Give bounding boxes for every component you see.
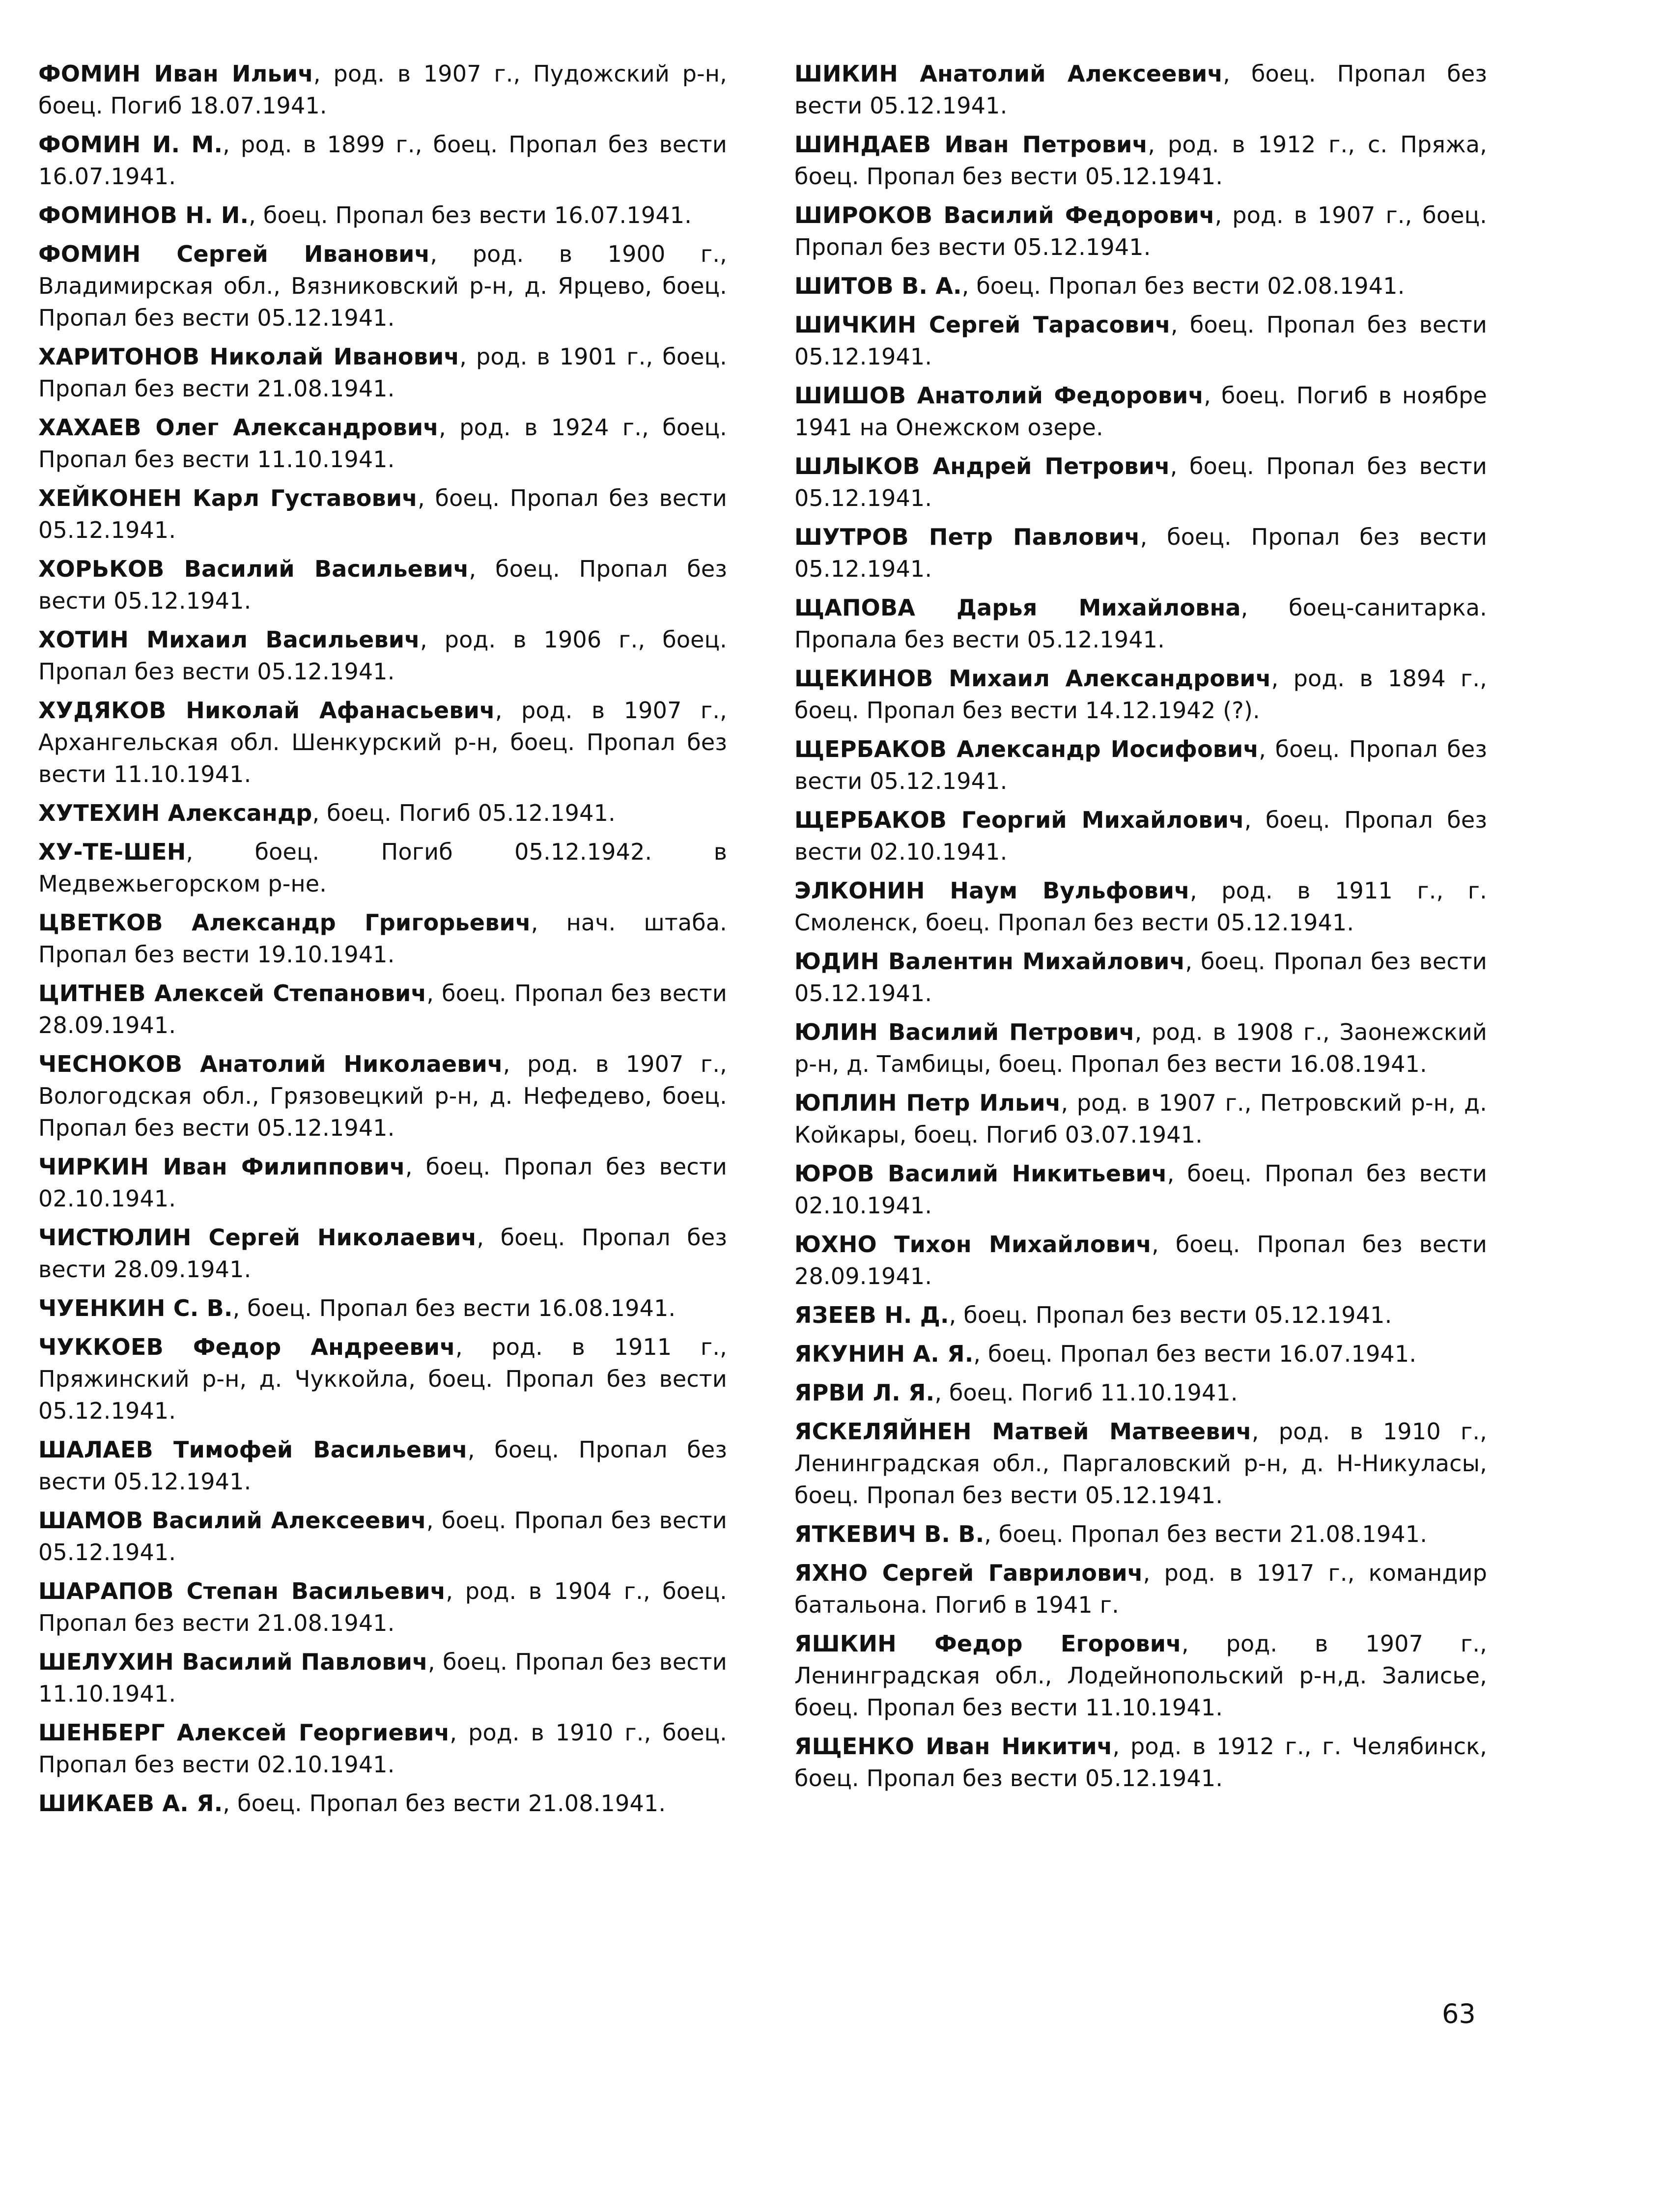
entry-name: ЯХНО Сергей Гаврилович (794, 1560, 1143, 1586)
entry-name: ШИКАЕВ А. Я. (38, 1790, 223, 1817)
entry-name: ЩАПОВА Дарья Михайловна (794, 594, 1241, 621)
entry-details: , боец. Пропал без вести 02.10.1941. (38, 1153, 727, 1212)
entry-details: , боец. Пропал без вести 28.09.1941. (794, 1231, 1487, 1289)
entry-details: , боец. Пропал без вести 05.12.1941. (38, 485, 727, 543)
list-item (38, 238, 727, 334)
entry-details: , род. в 1911 г., г. Смоленск, боец. Пропал без вести 05.12.1941. (794, 877, 1487, 936)
entry-name: ЯКУНИН А. Я. (794, 1341, 974, 1367)
entry-details: , род. в 1894 г., боец. Пропал без вести 14.12.1942 (?). (794, 665, 1487, 724)
entry-details: , род. в 1912 г., с. Пряжа, боец. Пропал без вести 05.12.1941. (794, 131, 1487, 190)
entry-name: ШАМОВ Василий Алексеевич (38, 1507, 426, 1534)
list-item (794, 1158, 1487, 1222)
left-column (38, 58, 727, 1826)
list-item (38, 1048, 727, 1144)
entry-name: ЮЛИН Василий Петрович (794, 1019, 1135, 1045)
list-item (38, 199, 727, 231)
entry-name: ШИШОВ Анатолий Федорович (794, 382, 1204, 409)
entry-name: ЮРОВ Василий Никитьевич (794, 1160, 1167, 1187)
list-item (794, 1087, 1487, 1151)
entry-name: ЯЗЕЕВ Н. Д. (794, 1302, 949, 1328)
entry-name: ШИЧКИН Сергей Тарасович (794, 311, 1171, 338)
entry-name: ЩЕРБАКОВ Александр Иосифович (794, 736, 1259, 762)
list-item (794, 1416, 1487, 1512)
entry-name: ШУТРОВ Петр Павлович (794, 524, 1140, 550)
list-item (794, 946, 1487, 1009)
entry-details: , боец. Пропал без вести 21.08.1941. (223, 1790, 666, 1817)
entry-name: ШАРАПОВ Степан Васильевич (38, 1578, 446, 1604)
entry-name: ХОТИН Михаил Васильевич (38, 626, 420, 653)
list-item (794, 309, 1487, 373)
entry-name: ШЕНБЕРГ Алексей Георгиевич (38, 1719, 450, 1746)
entry-name: ЩЕРБАКОВ Георгий Михайлович (794, 807, 1244, 833)
entry-details: , боец. Пропал без вести 05.12.1941. (38, 1436, 727, 1495)
entry-name: ЯТКЕВИЧ В. В. (794, 1521, 985, 1547)
entry-details: , боец-санитарка. Пропала без вести 05.12.1941. (794, 594, 1487, 653)
entry-details: , боец. Пропал без вести 05.12.1941. (794, 453, 1487, 511)
list-item (38, 1505, 727, 1568)
list-item (38, 482, 727, 546)
entry-name: ХУТЕХИН Александр (38, 800, 312, 826)
entry-name: ШИТОВ В. А. (794, 273, 962, 299)
entry-details: , боец. Пропал без вести 02.10.1941. (794, 1160, 1488, 1219)
entry-details: , боец. Пропал без вести 05.12.1941. (794, 60, 1488, 119)
list-item (794, 129, 1487, 193)
list-item (38, 412, 727, 476)
entry-details: , боец. Пропал без вести 02.10.1941. (794, 807, 1487, 865)
entry-name: ХЕЙКОНЕН Карл Густавович (38, 485, 418, 511)
entry-details: , боец. Пропал без вести 05.12.1941. (794, 948, 1487, 1007)
entry-details: , род. в 1900 г., Владимирская обл., Вязниковский р-н, д. Ярцево, боец. Пропал без вести 05.12.1941. (38, 241, 727, 331)
list-item (38, 58, 727, 122)
entry-name: ЦВЕТКОВ Александр Григорьевич (38, 909, 531, 936)
right-column (794, 58, 1487, 1801)
list-item (794, 592, 1487, 656)
list-item (794, 733, 1487, 797)
entry-details: , род. в 1917 г., командир батальона. Погиб в 1941 г. (794, 1560, 1487, 1618)
list-item (38, 1222, 727, 1286)
entry-details: , род. в 1911 г., Пряжинский р-н, д. Чуккойла, боец. Пропал без вести 05.12.1941. (38, 1334, 727, 1424)
entry-name: ЧУККОЕВ Федор Андреевич (38, 1334, 455, 1360)
entry-details: , боец. Погиб 05.12.1942. в Медвежьегорском р-не. (38, 839, 727, 897)
entry-name: ФОМИН Сергей Иванович (38, 241, 430, 267)
entry-name: ЯРВИ Л. Я. (794, 1379, 935, 1406)
entry-name: ЮХНО Тихон Михайлович (794, 1231, 1152, 1258)
entry-name: ЮПЛИН Петр Ильич (794, 1090, 1061, 1116)
entry-details: , род. в 1924 г., боец. Пропал без вести 11.10.1941. (38, 414, 728, 473)
entry-name: ЯШКИН Федор Егорович (794, 1630, 1182, 1657)
page-number: 63 (1442, 1998, 1476, 2029)
entry-details: , боец. Пропал без вести 02.08.1941. (961, 273, 1405, 299)
entry-details: , боец. Пропал без вести 28.09.1941. (38, 980, 727, 1038)
entry-name: ЯСКЕЛЯЙНЕН Матвей Матвеевич (794, 1418, 1252, 1445)
entry-details: , род. в 1907 г., боец. Пропал без вести 05.12.1941. (794, 202, 1487, 260)
list-item (38, 1331, 727, 1427)
entry-details: , боец. Пропал без вести 16.07.1941. (249, 202, 692, 228)
list-item (794, 1518, 1487, 1550)
list-item (794, 1299, 1487, 1331)
entry-details: , род. в 1904 г., боец. Пропал без вести 21.08.1941. (38, 1578, 727, 1636)
entry-name: ЩЕКИНОВ Михаил Александрович (794, 665, 1271, 692)
entry-details: , род. в 1912 г., г. Челябинск, боец. Пропал без вести 05.12.1941. (794, 1733, 1487, 1792)
list-item (794, 1229, 1487, 1292)
entry-details: , нач. штаба. Пропал без вести 19.10.1941. (38, 909, 727, 968)
entry-details: , род. в 1907 г., Пудожский р-н, боец. Погиб 18.07.1941. (38, 60, 727, 119)
entry-details: , боец. Погиб 11.10.1941. (934, 1379, 1238, 1406)
entry-name: ЭЛКОНИН Наум Вульфович (794, 877, 1190, 904)
list-item (794, 1557, 1487, 1621)
entry-name: ШЕЛУХИН Василий Павлович (38, 1649, 428, 1675)
entry-name: ШИКИН Анатолий Алексеевич (794, 60, 1223, 87)
entry-name: ФОМИНОВ Н. И. (38, 202, 249, 228)
list-item (38, 1151, 727, 1215)
entry-details: , род. в 1907 г., Вологодская обл., Грязовецкий р-н, д. Нефедево, боец. Пропал без вести 05.12.1941. (38, 1051, 727, 1141)
entry-name: ШИНДАЕВ Иван Петрович (794, 131, 1148, 158)
entry-details: , боец. Пропал без вести 28.09.1941. (38, 1224, 727, 1283)
list-item (38, 907, 727, 971)
entry-name: ЧЕСНОКОВ Анатолий Николаевич (38, 1051, 503, 1077)
entry-details: , род. в 1907 г., Архангельская обл. Шенкурский р-н, боец. Пропал без вести 11.10.1941. (38, 697, 727, 787)
list-item (794, 58, 1487, 122)
entry-details: , род. в 1908 г., Заонежский р-н, д. Тамбицы, боец. Пропал без вести 16.08.1941. (794, 1019, 1487, 1077)
entry-name: ЯЩЕНКО Иван Никитич (794, 1733, 1113, 1760)
entry-name: ЦИТНЕВ Алексей Степанович (38, 980, 427, 1007)
list-item (38, 978, 727, 1041)
list-item (38, 1292, 727, 1324)
entry-details: , боец. Погиб 05.12.1941. (312, 800, 616, 826)
list-item (38, 836, 727, 900)
entry-name: ХАРИТОНОВ Николай Иванович (38, 343, 460, 370)
list-item (794, 450, 1487, 514)
list-item (38, 553, 727, 617)
list-item (38, 1575, 727, 1639)
list-item (38, 695, 727, 790)
entry-name: ФОМИН Иван Ильич (38, 60, 314, 87)
list-item (38, 1646, 727, 1710)
list-item (38, 797, 727, 829)
entry-name: ЮДИН Валентин Михайлович (794, 948, 1185, 975)
list-item (794, 1338, 1487, 1370)
entry-details: , род. в 1910 г., Ленинградская обл., Паргаловский р-н, д. Н-Никуласы, боец. Пропал без вести 05.12.1941. (794, 1418, 1487, 1509)
list-item (794, 804, 1487, 868)
entry-name: ХАХАЕВ Олег Александрович (38, 414, 439, 441)
entry-name: ЧУЕНКИН С. В. (38, 1295, 233, 1321)
list-item (794, 663, 1487, 727)
list-item (794, 1016, 1487, 1080)
entry-name: ШАЛАЕВ Тимофей Васильевич (38, 1436, 468, 1463)
list-item (794, 199, 1487, 263)
list-item (794, 875, 1487, 939)
list-item (38, 341, 727, 405)
entry-details: , боец. Пропал без вести 05.12.1941. (38, 1507, 727, 1566)
entry-details: , род. в 1907 г., Ленинградская обл., Лодейнопольский р-н,д. Залисье, боец. Пропал без вести 11.10.1941. (794, 1630, 1487, 1721)
list-item (38, 1788, 727, 1820)
list-item (794, 380, 1487, 444)
entry-details: , род. в 1906 г., боец. Пропал без вести 05.12.1941. (38, 626, 728, 685)
entry-name: ШИРОКОВ Василий Федорович (794, 202, 1215, 228)
list-item (38, 1717, 727, 1781)
list-item (38, 624, 727, 688)
entry-details: , боец. Пропал без вести 16.08.1941. (232, 1295, 676, 1321)
entry-name: ХУДЯКОВ Николай Афанасьевич (38, 697, 495, 724)
entry-details: , род. в 1910 г., боец. Пропал без вести 02.10.1941. (38, 1719, 727, 1778)
entry-details: , род. в 1907 г., Петровский р-н, д. Койкары, боец. Погиб 03.07.1941. (794, 1090, 1487, 1148)
entry-details: , боец. Пропал без вести 05.12.1941. (949, 1302, 1392, 1328)
list-item (794, 1731, 1487, 1794)
entry-details: , боец. Погиб в ноябре 1941 на Онежском озере. (794, 382, 1487, 441)
entry-name: ХОРЬКОВ Василий Васильевич (38, 556, 469, 582)
list-item (794, 521, 1487, 585)
list-item (794, 1628, 1487, 1724)
entry-name: ЧИРКИН Иван Филиппович (38, 1153, 405, 1180)
entry-name: ШЛЫКОВ Андрей Петрович (794, 453, 1170, 479)
entry-details: , боец. Пропал без вести 05.12.1941. (794, 311, 1487, 370)
entry-details: , боец. Пропал без вести 21.08.1941. (984, 1521, 1428, 1547)
entry-name: ЧИСТЮЛИН Сергей Николаевич (38, 1224, 477, 1251)
entry-details: , боец. Пропал без вести 16.07.1941. (973, 1341, 1417, 1367)
entry-details: , род. в 1901 г., боец. Пропал без вести 21.08.1941. (38, 343, 727, 402)
list-item (38, 1434, 727, 1498)
entry-name: ФОМИН И. М. (38, 131, 223, 158)
entry-details: , боец. Пропал без вести 05.12.1941. (38, 556, 727, 614)
entry-details: , боец. Пропал без вести 11.10.1941. (38, 1649, 727, 1707)
entry-details: , боец. Пропал без вести 05.12.1941. (794, 524, 1487, 582)
list-item (794, 270, 1487, 302)
entry-details: , боец. Пропал без вести 05.12.1941. (794, 736, 1487, 794)
entry-name: ХУ-ТЕ-ШЕН (38, 839, 186, 865)
entry-details: , род. в 1899 г., боец. Пропал без вести 16.07.1941. (38, 131, 728, 190)
list-item (794, 1377, 1487, 1409)
list-item (38, 129, 727, 193)
